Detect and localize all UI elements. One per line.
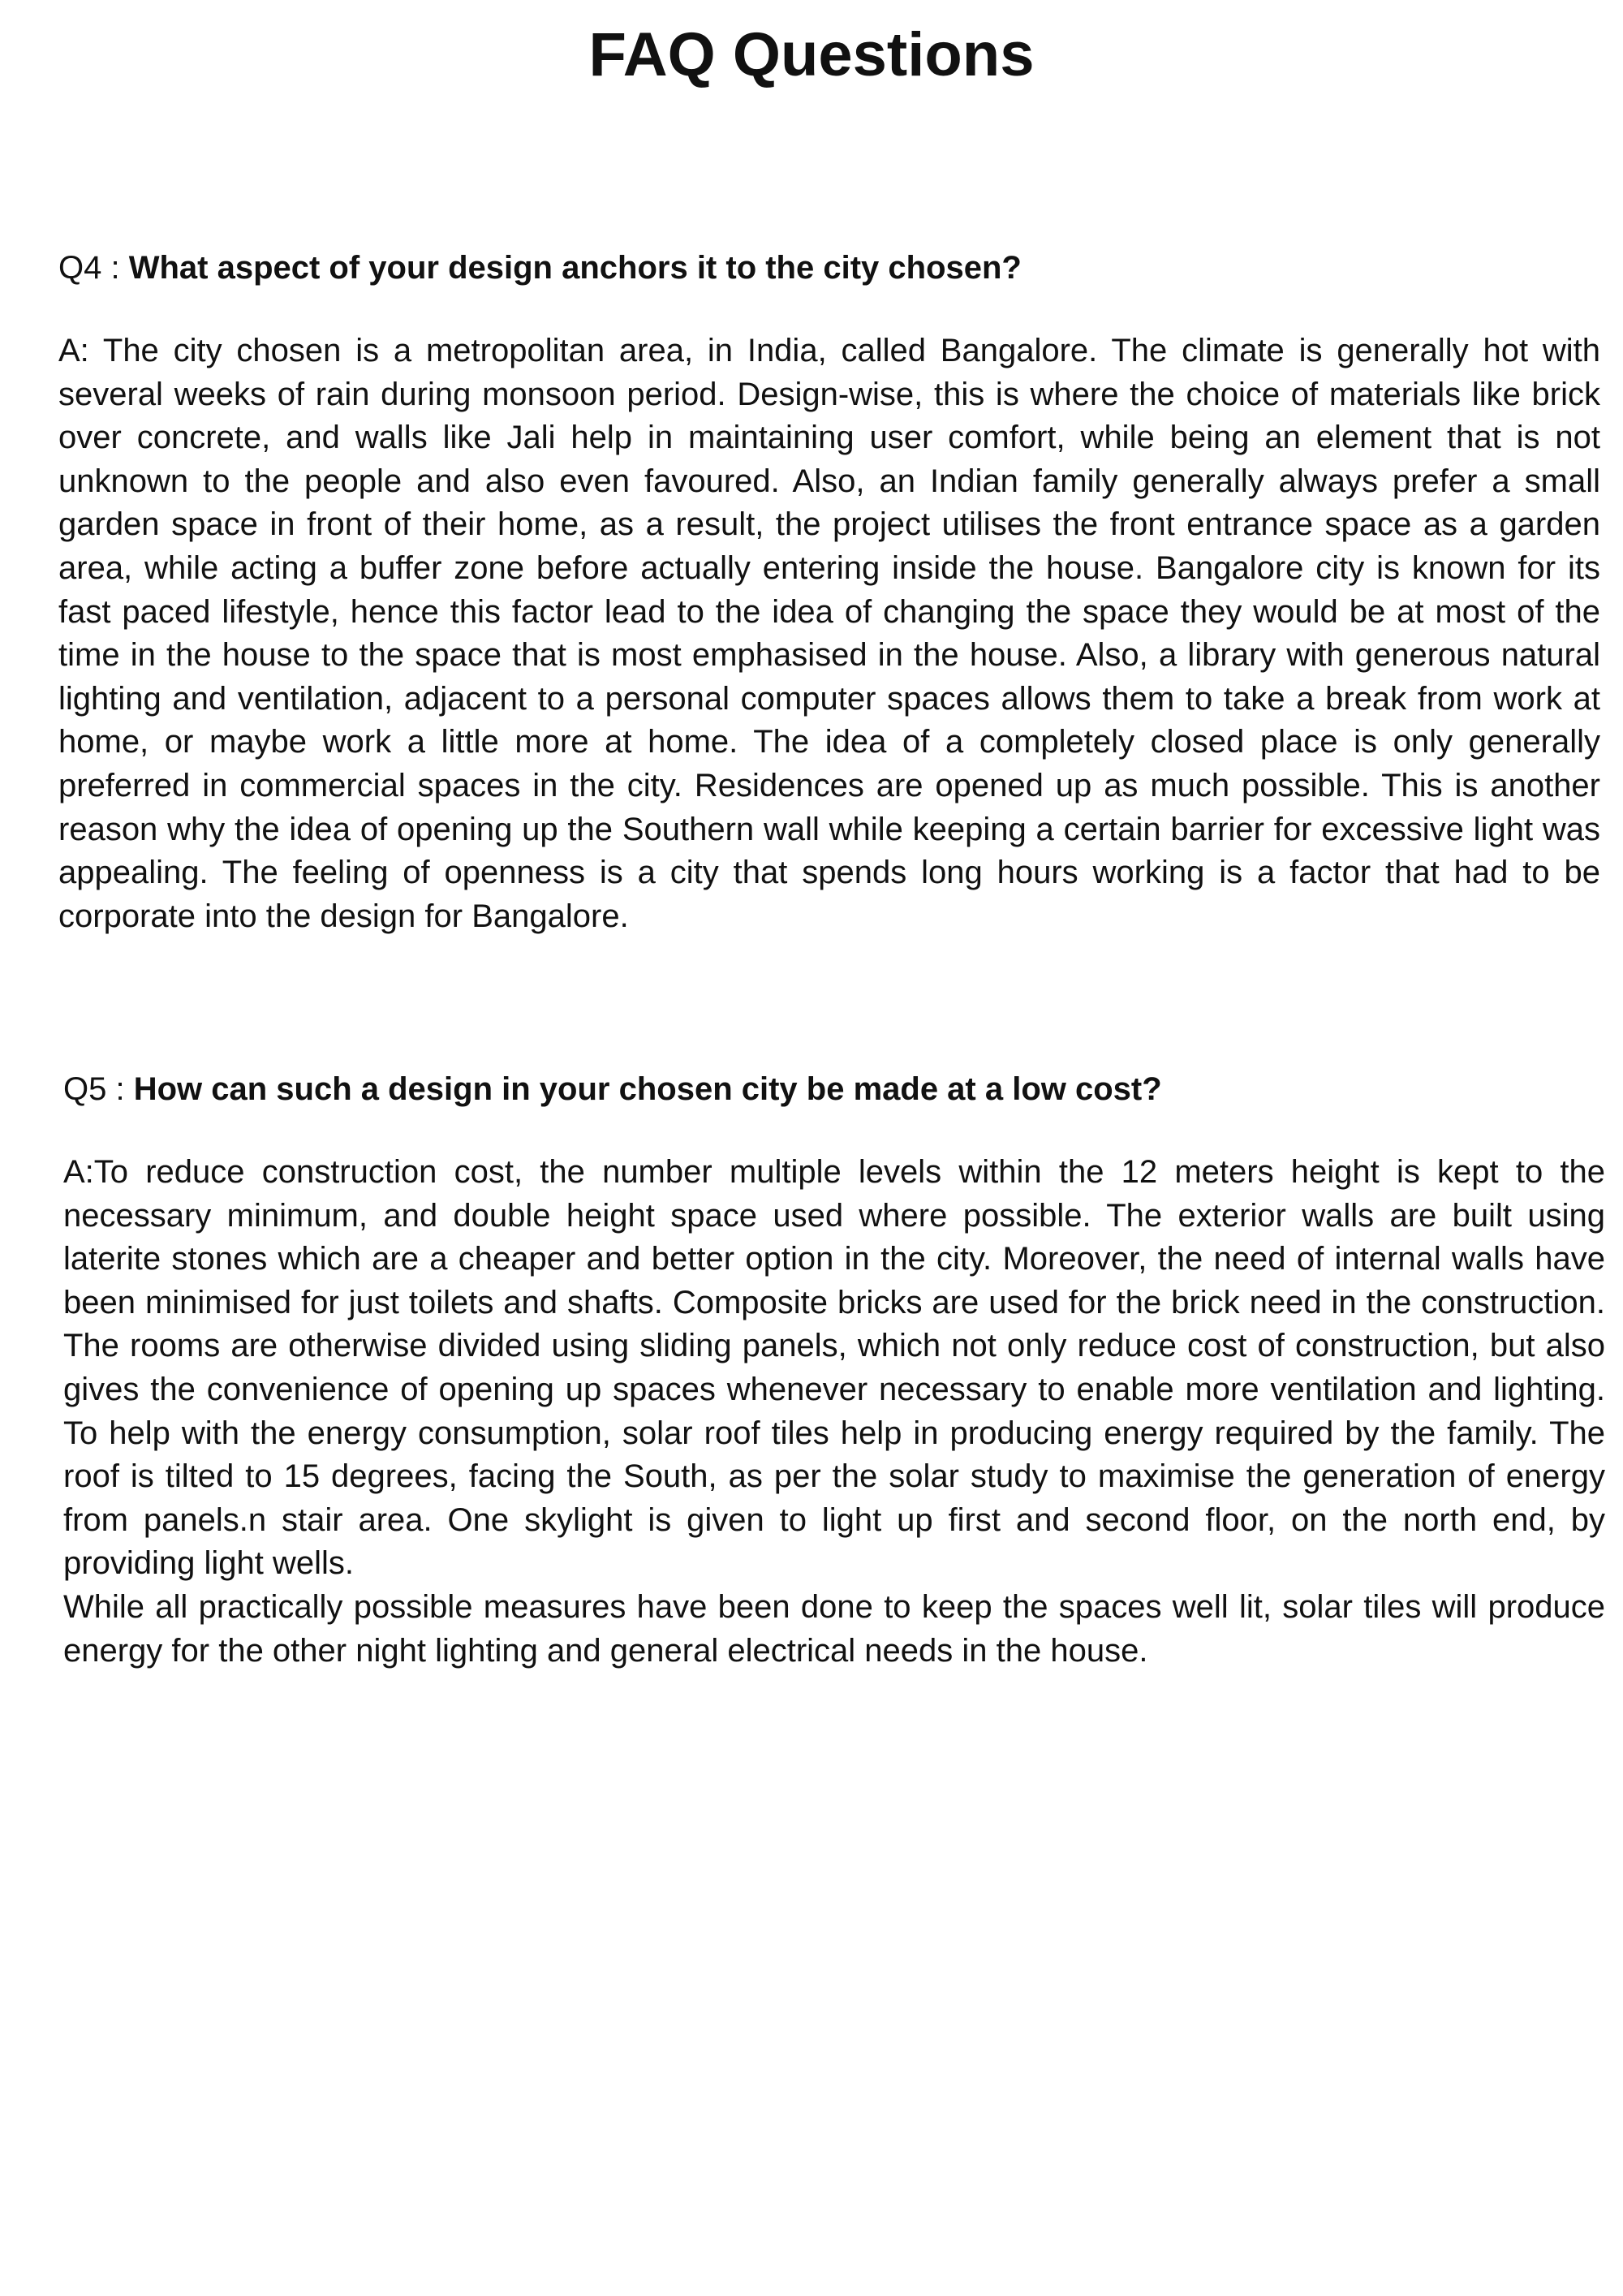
faq-item-q4 (58, 243, 1600, 938)
faq-answer: A: The city chosen is a metropolitan area, in India, called Bangalore. The climate is generally hot with several weeks of rain during monsoon period. Design-wise, this is where the choice of materials like brick over concrete, and walls like Jali help in maintaining user comfort, while being an element that is not unknown to the people and also even favoured. Also, an Indian family generally always prefer a small garden space in front of their home, as a result, the project utilises the front entrance space as a garden area, while acting a buffer zone before actually entering inside the house. Bangalore city is known for its fast paced lifestyle, hence this factor lead to the idea of changing the space they would be at most of the time in the house to the space that is most emphasised in the house. Also, a library with generous natural lighting and ventilation, adjacent to a personal computer spaces allows them to take a break from work at home, or maybe work a little more at home. The idea of a completely closed place is only generally preferred in commercial spaces in the city. Residences are opened up as much possible. This is another reason why the idea of opening up the Southern wall while keeping a certain barrier for excessive light was appealing. The feeling of openness is a city that spends long hours working is a factor that had to be corporate into the design for Bangalore. (58, 333, 1600, 934)
faq-question (58, 243, 1600, 292)
page-title: FAQ Questions (588, 20, 1035, 89)
question-number: Q5 : (63, 1071, 134, 1107)
question-text: How can such a design in your chosen city be made at a low cost? (133, 1071, 1162, 1107)
question-number: Q4 : (58, 250, 129, 286)
faq-answer-continuation: While all practically possible measures have been done to keep the spaces well lit, solar tiles will produce energy for the other night lighting and general electrical needs in the house. (63, 1588, 1605, 1669)
faq-answer: A:To reduce construction cost, the number multiple levels within the 12 meters height is kept to the necessary minimum, and double height space used where possible. The exterior walls are built using laterite stones which are a cheaper and better option in the city. Moreover, the need of internal walls have been minimised for just toilets and shafts. Composite bricks are used for the brick need in the construction. The rooms are otherwise divided using sliding panels, which not only reduce cost of construction, but also gives the convenience of opening up spaces whenever necessary to enable more ventilation and lighting. To help with the energy consumption, solar roof tiles help in producing energy required by the family. The roof is tilted to 15 degrees, facing the South, as per the solar study to maximise the generation of energy from panels.n stair area. One skylight is given to light up first and second floor, on the north end, by providing light wells. (63, 1154, 1605, 1582)
faq-item-q5 (63, 1065, 1605, 1673)
faq-question (63, 1065, 1605, 1114)
question-text: What aspect of your design anchors it to the city chosen? (128, 250, 1022, 286)
